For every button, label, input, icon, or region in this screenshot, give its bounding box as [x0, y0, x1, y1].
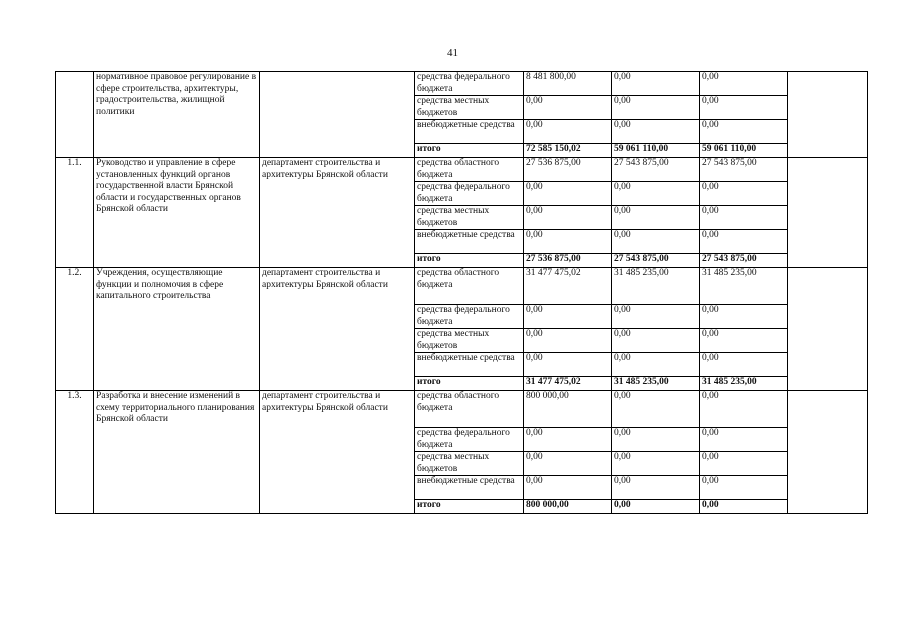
- total-year3-cell: 0,00: [700, 500, 788, 514]
- table-row: [56, 391, 868, 428]
- total-label-cell: итого: [415, 144, 524, 158]
- row-number-cell: 1.3.: [56, 391, 94, 514]
- empty-cell: [788, 72, 868, 158]
- value-year2-cell: 0,00: [612, 329, 700, 353]
- row-number-cell: 1.1.: [56, 158, 94, 268]
- total-label-cell: итого: [415, 254, 524, 268]
- activity-name-cell: нормативное правовое регулирование в сфере строительства, архитектуры, градостроительства, жилищной политики: [94, 72, 260, 158]
- value-year2-cell: 0,00: [612, 305, 700, 329]
- total-year3-cell: 31 485 235,00: [700, 377, 788, 391]
- total-year1-cell: 72 585 150,02: [524, 144, 612, 158]
- funding-source-cell: средства местных бюджетов: [415, 329, 524, 353]
- value-year2-cell: 0,00: [612, 353, 700, 377]
- value-year3-cell: 0,00: [700, 329, 788, 353]
- value-year2-cell: 0,00: [612, 72, 700, 96]
- value-year3-cell: 0,00: [700, 230, 788, 254]
- total-year2-cell: 0,00: [612, 500, 700, 514]
- value-year3-cell: 0,00: [700, 353, 788, 377]
- table-row: [56, 72, 868, 96]
- value-year1-cell: 0,00: [524, 230, 612, 254]
- empty-cell: [788, 391, 868, 514]
- activity-name-cell: Разработка и внесение изменений в схему территориального планирования Брянской области: [94, 391, 260, 514]
- funding-source-cell: внебюджетные средства: [415, 120, 524, 144]
- value-year2-cell: 0,00: [612, 96, 700, 120]
- funding-source-cell: внебюджетные средства: [415, 230, 524, 254]
- budget-table: [55, 71, 868, 514]
- funding-source-cell: средства федерального бюджета: [415, 305, 524, 329]
- value-year2-cell: 31 485 235,00: [612, 268, 700, 305]
- value-year1-cell: 0,00: [524, 182, 612, 206]
- total-year2-cell: 27 543 875,00: [612, 254, 700, 268]
- page-number: 41: [447, 47, 458, 59]
- funding-source-cell: средства областного бюджета: [415, 268, 524, 305]
- funding-source-cell: внебюджетные средства: [415, 353, 524, 377]
- funding-source-cell: средства федерального бюджета: [415, 72, 524, 96]
- funding-source-cell: средства федерального бюджета: [415, 182, 524, 206]
- value-year2-cell: 0,00: [612, 182, 700, 206]
- value-year1-cell: 0,00: [524, 452, 612, 476]
- funding-source-cell: средства областного бюджета: [415, 391, 524, 428]
- value-year1-cell: 0,00: [524, 329, 612, 353]
- value-year3-cell: 0,00: [700, 476, 788, 500]
- value-year3-cell: 0,00: [700, 305, 788, 329]
- value-year3-cell: 0,00: [700, 428, 788, 452]
- total-label-cell: итого: [415, 500, 524, 514]
- value-year1-cell: 0,00: [524, 428, 612, 452]
- value-year2-cell: 0,00: [612, 452, 700, 476]
- funding-source-cell: средства местных бюджетов: [415, 452, 524, 476]
- value-year3-cell: 0,00: [700, 120, 788, 144]
- executor-cell: [260, 72, 415, 158]
- row-number-cell: [56, 72, 94, 158]
- value-year1-cell: 0,00: [524, 353, 612, 377]
- value-year2-cell: 0,00: [612, 476, 700, 500]
- total-year1-cell: 27 536 875,00: [524, 254, 612, 268]
- value-year1-cell: 31 477 475,02: [524, 268, 612, 305]
- value-year2-cell: 0,00: [612, 230, 700, 254]
- value-year1-cell: 27 536 875,00: [524, 158, 612, 182]
- executor-cell: департамент строительства и архитектуры Брянской области: [260, 391, 415, 514]
- value-year2-cell: 0,00: [612, 428, 700, 452]
- row-number-cell: 1.2.: [56, 268, 94, 391]
- value-year3-cell: 27 543 875,00: [700, 158, 788, 182]
- total-year2-cell: 59 061 110,00: [612, 144, 700, 158]
- value-year2-cell: 0,00: [612, 120, 700, 144]
- funding-source-cell: средства федерального бюджета: [415, 428, 524, 452]
- value-year2-cell: 0,00: [612, 206, 700, 230]
- value-year3-cell: 31 485 235,00: [700, 268, 788, 305]
- value-year3-cell: 0,00: [700, 96, 788, 120]
- activity-name-cell: Руководство и управление в сфере установленных функций органов государственной власти Брянской области и государственных органов Брянской области: [94, 158, 260, 268]
- executor-cell: департамент строительства и архитектуры Брянской области: [260, 158, 415, 268]
- total-year1-cell: 800 000,00: [524, 500, 612, 514]
- value-year3-cell: 0,00: [700, 452, 788, 476]
- funding-source-cell: средства областного бюджета: [415, 158, 524, 182]
- activity-name-cell: Учреждения, осуществляющие функции и полномочия в сфере капитального строительства: [94, 268, 260, 391]
- value-year1-cell: 0,00: [524, 206, 612, 230]
- empty-cell: [788, 268, 868, 391]
- value-year1-cell: 800 000,00: [524, 391, 612, 428]
- total-year2-cell: 31 485 235,00: [612, 377, 700, 391]
- value-year3-cell: 0,00: [700, 206, 788, 230]
- funding-source-cell: средства местных бюджетов: [415, 96, 524, 120]
- total-year1-cell: 31 477 475,02: [524, 377, 612, 391]
- value-year1-cell: 0,00: [524, 120, 612, 144]
- funding-source-cell: средства местных бюджетов: [415, 206, 524, 230]
- value-year3-cell: 0,00: [700, 391, 788, 428]
- value-year3-cell: 0,00: [700, 72, 788, 96]
- executor-cell: департамент строительства и архитектуры Брянской области: [260, 268, 415, 391]
- value-year2-cell: 27 543 875,00: [612, 158, 700, 182]
- table-row: [56, 158, 868, 182]
- value-year1-cell: 0,00: [524, 476, 612, 500]
- value-year1-cell: 0,00: [524, 305, 612, 329]
- funding-source-cell: внебюджетные средства: [415, 476, 524, 500]
- value-year2-cell: 0,00: [612, 391, 700, 428]
- value-year1-cell: 0,00: [524, 96, 612, 120]
- value-year3-cell: 0,00: [700, 182, 788, 206]
- total-year3-cell: 27 543 875,00: [700, 254, 788, 268]
- empty-cell: [788, 158, 868, 268]
- value-year1-cell: 8 481 800,00: [524, 72, 612, 96]
- total-label-cell: итого: [415, 377, 524, 391]
- total-year3-cell: 59 061 110,00: [700, 144, 788, 158]
- table-row: [56, 268, 868, 305]
